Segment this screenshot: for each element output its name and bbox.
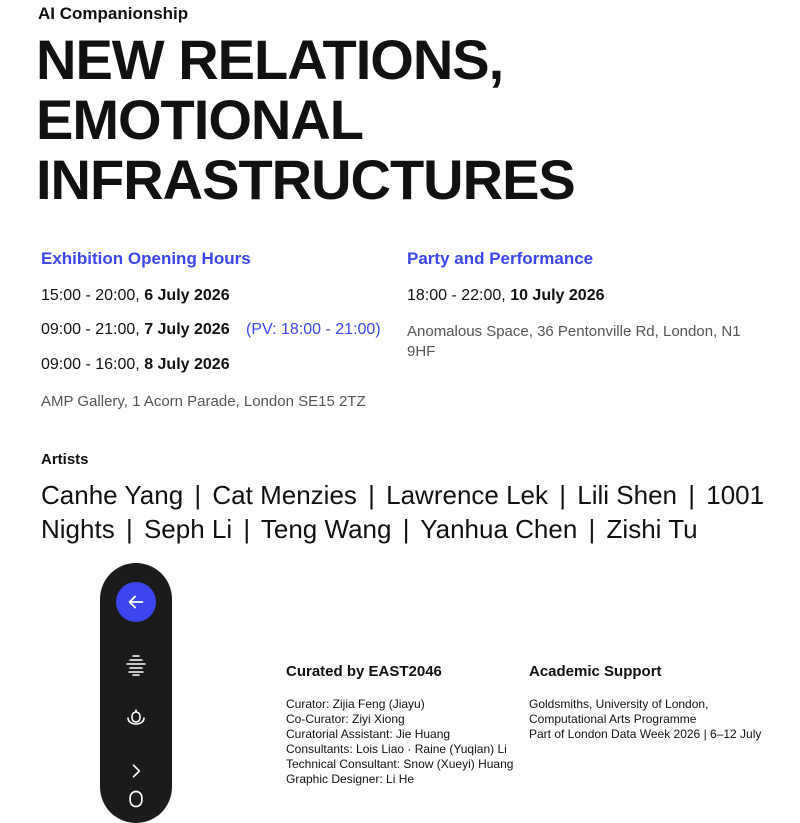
kicker: AI Companionship — [38, 4, 189, 23]
artist-separator: | — [559, 480, 567, 510]
page-title — [36, 30, 575, 210]
academic-heading: Academic Support — [529, 663, 662, 680]
party-line — [407, 287, 604, 305]
academic-line: Goldsmiths, University of London, — [529, 697, 709, 711]
session-time: 09:00 - 16:00, — [41, 356, 145, 373]
title-line: INFRASTRUCTURES — [36, 148, 575, 211]
session-line — [41, 356, 230, 374]
party-time: 18:00 - 22:00, — [407, 287, 511, 304]
academic-list — [529, 697, 789, 742]
title-line: EMOTIONAL — [36, 88, 363, 151]
record-button[interactable] — [124, 787, 148, 811]
party-date: 10 July 2026 — [510, 287, 605, 304]
credit-line: Co-Curator: Ziyi Xiong — [286, 712, 405, 726]
academic-line: Part of London Data Week 2026 | 6–12 July — [529, 727, 762, 741]
session-time: 09:00 - 21:00, — [41, 321, 145, 338]
artist-name: Zishi Tu — [606, 514, 698, 544]
credit-line: Consultants: Lois Liao · Raine (Yuqian) Li — [286, 742, 507, 756]
session-date: 7 July 2026 — [144, 321, 230, 338]
artist-separator: | — [125, 514, 133, 544]
artist-name: Seph Li — [143, 514, 233, 544]
artist-name: Lili Shen — [577, 480, 677, 510]
exhibition-heading: Exhibition Opening Hours — [41, 249, 251, 268]
artist-name: Canhe Yang — [41, 480, 184, 510]
artist-separator: | — [368, 480, 375, 510]
artist-separator: | — [688, 480, 695, 510]
artist-name: Yanhua Chen — [420, 514, 578, 544]
session-line — [41, 321, 381, 339]
credit-line: Curator: Zijia Feng (Jiayu) — [286, 697, 425, 711]
credit-line: Graphic Designer: Li He — [286, 772, 415, 786]
text-align-button[interactable] — [124, 653, 148, 677]
artist-separator: | — [243, 514, 251, 544]
party-heading: Party and Performance — [407, 249, 594, 268]
artist-separator: | — [194, 480, 202, 510]
artists-list — [41, 478, 781, 546]
artist-name: Teng Wang — [260, 514, 392, 544]
circle-icon — [126, 789, 146, 809]
voice-button[interactable] — [124, 707, 148, 731]
exhibition-venue: AMP Gallery, 1 Acorn Parade, London SE15 2TZ — [41, 393, 366, 410]
artist-separator: | — [402, 514, 410, 544]
session-date: 6 July 2026 — [144, 287, 230, 304]
session-time: 15:00 - 20:00, — [41, 287, 145, 304]
artist-separator: | — [588, 514, 596, 544]
chevron-right-icon — [126, 761, 146, 781]
next-button[interactable] — [124, 759, 148, 783]
back-button[interactable] — [116, 582, 156, 622]
curated-list — [286, 697, 526, 787]
arrow-left-icon — [125, 591, 147, 613]
session-line — [41, 287, 230, 305]
text-align-center-icon — [124, 653, 148, 677]
microphone-icon — [124, 707, 148, 731]
party-venue: Anomalous Space, 36 Pentonville Rd, London, N1 9HF — [407, 323, 741, 360]
session-date: 8 July 2026 — [144, 356, 230, 373]
artist-name: Cat Menzies — [212, 480, 357, 510]
curated-heading: Curated by EAST2046 — [286, 663, 442, 680]
title-line: NEW RELATIONS, — [36, 28, 504, 91]
credit-line: Curatorial Assistant: Jie Huang — [286, 727, 451, 741]
floating-toolbar — [100, 563, 172, 823]
academic-line: Computational Arts Programme — [529, 712, 697, 726]
artist-name: 1001 Nights — [41, 480, 765, 544]
private-view-note: (PV: 18:00 - 21:00) — [246, 321, 381, 338]
artists-label: Artists — [41, 451, 89, 468]
artist-name: Lawrence Lek — [386, 480, 549, 510]
credit-line: Technical Consultant: Snow (Xueyi) Huang — [286, 757, 514, 771]
